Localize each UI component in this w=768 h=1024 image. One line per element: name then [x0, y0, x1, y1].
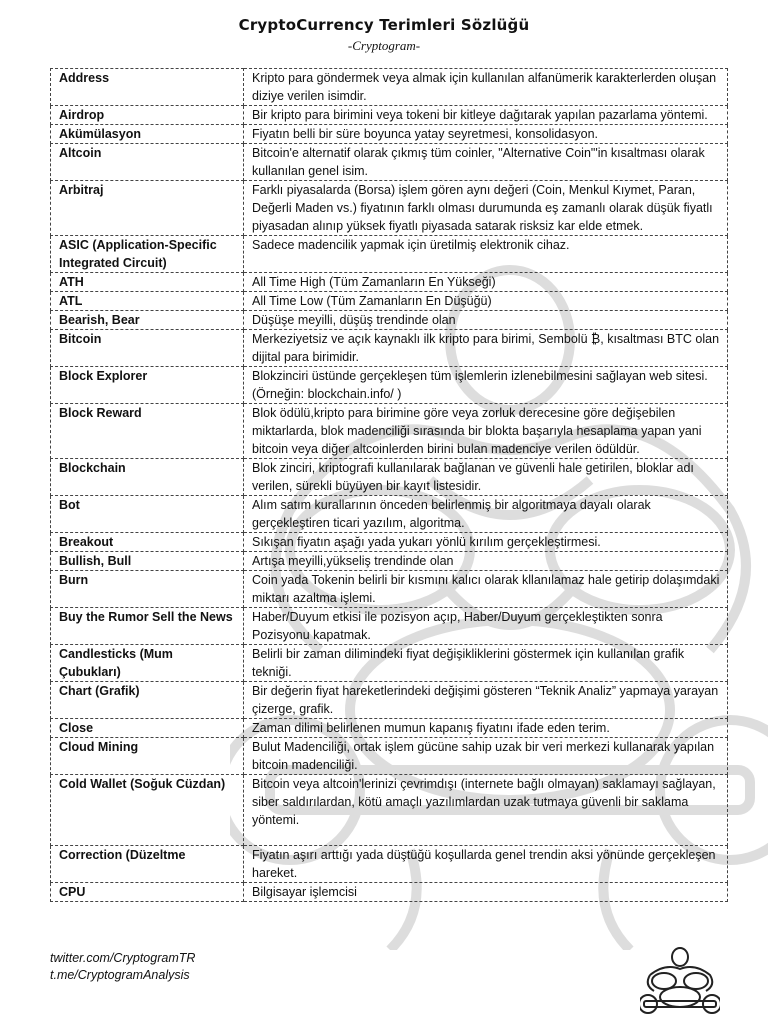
telegram-link[interactable]: t.me/CryptogramAnalysis: [50, 968, 190, 982]
page-subtitle: -Cryptogram-: [347, 38, 421, 53]
term-cell: Breakout: [51, 533, 244, 552]
definition-cell: Bir değerin fiyat hareketlerindeki değişimi gösteren “Teknik Analiz” yapmaya yarayan çizerge, grafik.: [244, 682, 728, 719]
table-row: [51, 69, 728, 106]
glossary-table: [50, 68, 728, 902]
term-cell: Buy the Rumor Sell the News: [51, 608, 244, 645]
definition-cell: Blok ödülü,kripto para birimine göre veya zorluk derecesine göre değişebilen miktarlarda, blok madenciliği sırasında bir blokta başarıyla hesaplama yapan yani bitcoin veya diğer altcoinlerden birini bulan madenciye verilen ödüldür.: [244, 404, 728, 459]
table-row: [51, 273, 728, 292]
term-cell: ATL: [51, 292, 244, 311]
table-row: [51, 236, 728, 273]
definition-cell: All Time High (Tüm Zamanların En Yükseği): [244, 273, 728, 292]
table-row: [51, 775, 728, 846]
term-cell: Bullish, Bull: [51, 552, 244, 571]
term-cell: CPU: [51, 883, 244, 902]
term-cell: Akümülasyon: [51, 125, 244, 144]
bodybuilder-logo-icon: [640, 945, 720, 1015]
definition-cell: Alım satım kurallarının önceden belirlenmiş bir algoritmaya dayalı olarak gerçekleştiren ticari yazılım, algoritma.: [244, 496, 728, 533]
table-row: [51, 125, 728, 144]
term-cell: Candlesticks (Mum Çubukları): [51, 645, 244, 682]
definition-cell: Blokzinciri üstünde gerçekleşen tüm işlemlerin izlenebilmesini sağlayan web sitesi. (Örneğin: blockchain.info/ ): [244, 367, 728, 404]
term-cell: Block Explorer: [51, 367, 244, 404]
table-row: [51, 496, 728, 533]
twitter-link[interactable]: twitter.com/CryptogramTR: [50, 951, 196, 965]
term-cell: Correction (Düzeltme: [51, 846, 244, 883]
table-row: [51, 883, 728, 902]
definition-cell: Sadece madencilik yapmak için üretilmiş elektronik cihaz.: [244, 236, 728, 273]
definition-cell: Haber/Duyum etkisi ile pozisyon açıp, Haber/Duyum gerçekleştikten sonra Pozisyonu kapatmak.: [244, 608, 728, 645]
term-cell: Address: [51, 69, 244, 106]
definition-cell: Fiyatın aşırı arttığı yada düştüğü koşullarda genel trendin aksi yönünde gerçekleşen hareket.: [244, 846, 728, 883]
table-row: [51, 292, 728, 311]
term-cell: Airdrop: [51, 106, 244, 125]
term-cell: Arbitraj: [51, 181, 244, 236]
term-cell: Cold Wallet (Soğuk Cüzdan): [51, 775, 244, 846]
definition-cell: Merkeziyetsiz ve açık kaynaklı ilk kripto para birimi, Sembolü ₿, kısaltması BTC olan dijital para birimidir.: [244, 330, 728, 367]
term-cell: Cloud Mining: [51, 738, 244, 775]
definition-cell: Coin yada Tokenin belirli bir kısmını kalıcı olarak kllanılamaz hale getirip dolaşımdaki miktarı azaltma işlemi.: [244, 571, 728, 608]
definition-cell: Belirli bir zaman dilimindeki fiyat değişikliklerini göstermek için kullanılan grafik tekniği.: [244, 645, 728, 682]
table-row: [51, 181, 728, 236]
term-cell: Close: [51, 719, 244, 738]
definition-cell: Bilgisayar işlemcisi: [244, 883, 728, 902]
term-cell: Blockchain: [51, 459, 244, 496]
definition-cell: Fiyatın belli bir süre boyunca yatay seyretmesi, konsolidasyon.: [244, 125, 728, 144]
table-row: [51, 719, 728, 738]
table-row: [51, 846, 728, 883]
definition-cell: All Time Low (Tüm Zamanların En Düşüğü): [244, 292, 728, 311]
term-cell: Chart (Grafik): [51, 682, 244, 719]
term-cell: Altcoin: [51, 144, 244, 181]
definition-cell: Düşüşe meyilli, düşüş trendinde olan: [244, 311, 728, 330]
term-cell: ATH: [51, 273, 244, 292]
definition-cell: Blok zinciri, kriptografi kullanılarak bağlanan ve güvenli hale getirilen, bloklar adı verilen, sürekli büyüyen bir kayıt listesidir.: [244, 459, 728, 496]
footer-links: [50, 950, 195, 984]
term-cell: ASIC (Application-Specific Integrated Circuit): [51, 236, 244, 273]
table-row: [51, 571, 728, 608]
table-row: [51, 738, 728, 775]
table-row: [51, 533, 728, 552]
term-cell: Burn: [51, 571, 244, 608]
table-row: [51, 645, 728, 682]
definition-cell: Bitcoin veya altcoin'lerinizi çevrimdışı (internete bağlı olmayan) saklamayı sağlayan, siber saldırılardan, kötü amaçlı yazılımlardan uzak tutmaya güvenli bir saklama yöntemi.: [244, 775, 728, 846]
definition-cell: Zaman dilimi belirlenen mumun kapanış fiyatını ifade eden terim.: [244, 719, 728, 738]
definition-cell: Bitcoin'e alternatif olarak çıkmış tüm coinler, "Alternative Coin"'in kısaltması olarak kullanılan genel isim.: [244, 144, 728, 181]
table-row: [51, 106, 728, 125]
term-cell: Bearish, Bear: [51, 311, 244, 330]
definition-cell: Bir kripto para birimini veya tokeni bir kitleye dağıtarak yapılan pazarlama yöntemi.: [244, 106, 728, 125]
term-cell: Block Reward: [51, 404, 244, 459]
page-title: CryptoCurrency Terimleri Sözlüğü: [238, 16, 530, 34]
table-row: [51, 552, 728, 571]
definition-cell: Farklı piyasalarda (Borsa) işlem gören aynı değeri (Coin, Menkul Kıymet, Paran, Değerli Maden vs.) fiyatının farklı olması durumunda eş zamanlı olarak düşük fiyatlı piyasadan alınıp yüksek fiyatlı piyasada satarak risksiz kar elde etmek.: [244, 181, 728, 236]
table-row: [51, 144, 728, 181]
table-row: [51, 367, 728, 404]
table-row: [51, 311, 728, 330]
definition-cell: Bulut Madenciliği, ortak işlem gücüne sahip uzak bir veri merkezi kullanarak yapılan bitcoin madenciliği.: [244, 738, 728, 775]
table-row: [51, 459, 728, 496]
term-cell: Bot: [51, 496, 244, 533]
definition-cell: Sıkışan fiyatın aşağı yada yukarı yönlü kırılım gerçekleştirmesi.: [244, 533, 728, 552]
table-row: [51, 682, 728, 719]
table-row: [51, 404, 728, 459]
table-row: [51, 608, 728, 645]
term-cell: Bitcoin: [51, 330, 244, 367]
definition-cell: Kripto para göndermek veya almak için kullanılan alfanümerik karakterlerden oluşan diziye verilen isimdir.: [244, 69, 728, 106]
definition-cell: Artışa meyilli,yükseliş trendinde olan: [244, 552, 728, 571]
table-row: [51, 330, 728, 367]
glossary-body: [51, 69, 728, 902]
